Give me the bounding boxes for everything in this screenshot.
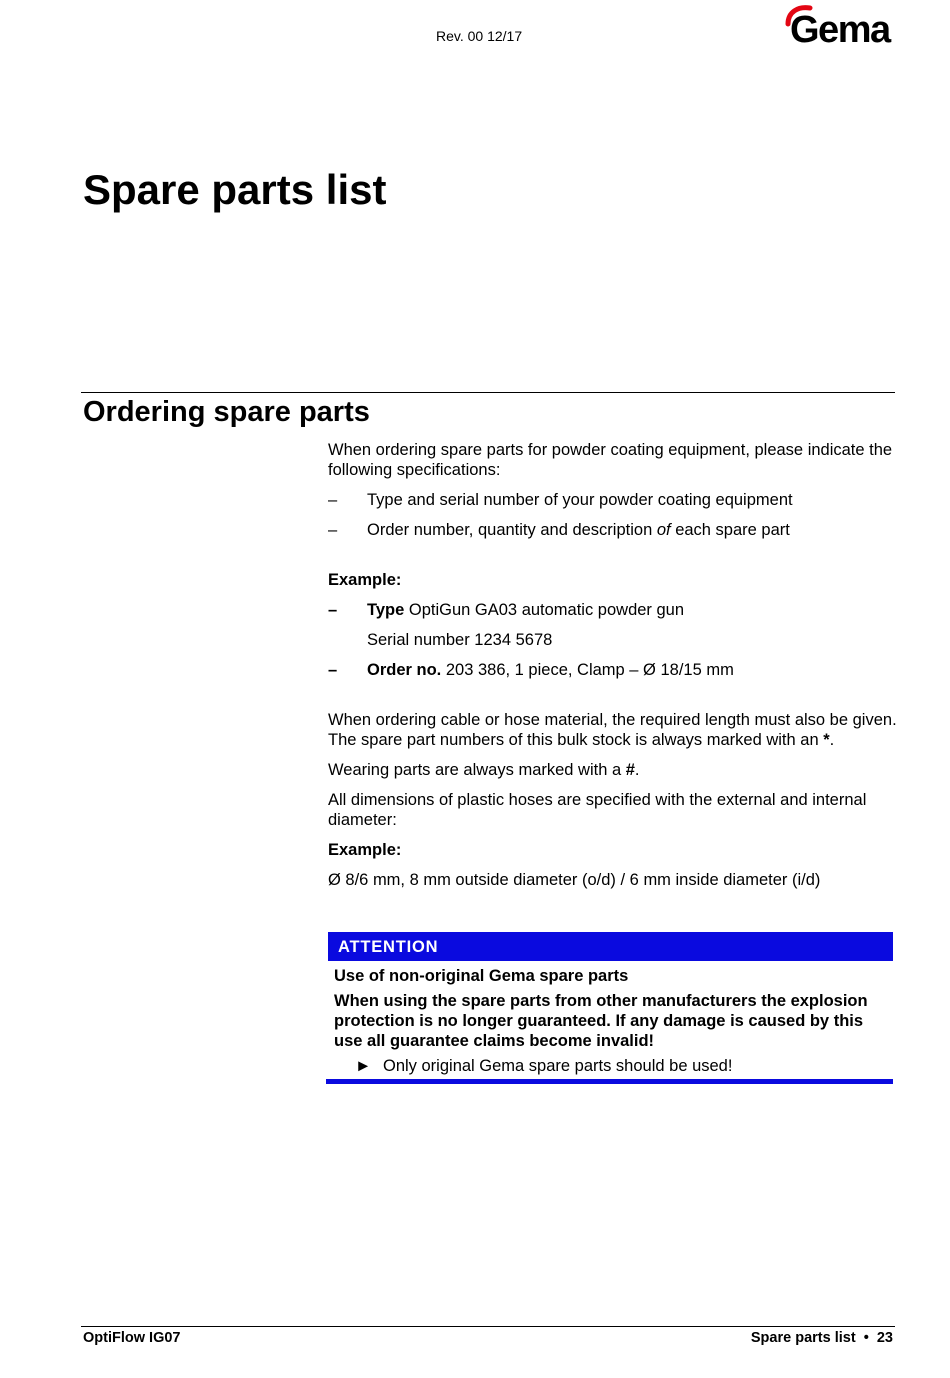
attention-warning: When using the spare parts from other manufacturers the explosion protection is no longer guaranteed. If any damage is caused by this use all guarantee claims become invalid! [334, 992, 868, 1050]
section-heading: Ordering spare parts [83, 396, 370, 428]
list-text-post: each spare part [670, 521, 790, 539]
attention-bottom-rule [326, 1079, 893, 1084]
page-title: Spare parts list [83, 166, 387, 213]
example-rest: 203 386, 1 piece, Clamp – Ø 18/15 mm [441, 661, 734, 679]
wearing-part-mark: # [625, 761, 635, 779]
list-dash: – [328, 661, 338, 679]
section-body [328, 440, 898, 890]
instruction-text: Only original Gema spare parts should be used! [383, 1057, 733, 1075]
list-text [367, 520, 790, 540]
example-text [367, 660, 734, 680]
list-text: Type and serial number of your powder coating equipment [367, 491, 793, 509]
list-item [328, 520, 898, 540]
list-dash: – [328, 601, 338, 619]
list-item [328, 490, 898, 510]
list-text-pre: Order number, quantity and description [367, 521, 657, 539]
dimensions-paragraph: All dimensions of plastic hoses are specified with the external and internal diameter: [328, 791, 867, 829]
footer-product: OptiFlow IG07 [83, 1330, 181, 1346]
list-dash: – [328, 491, 338, 509]
attention-body [334, 966, 889, 1076]
example-bold: Order no. [367, 661, 442, 679]
logo-wordmark: Gema [790, 9, 890, 48]
example-rest: OptiGun GA03 automatic powder gun [404, 601, 685, 619]
section-divider [81, 392, 895, 393]
attention-subtitle: Use of non-original Gema spare parts [334, 967, 629, 985]
example-bold: Type [367, 601, 405, 619]
cable-note-paragraph: When ordering cable or hose material, the required length must also be given. The spare part numbers of this bulk stock is always marked with an *. [328, 711, 897, 749]
example-item [328, 600, 898, 620]
wearing-parts-paragraph: Wearing parts are always marked with a #. [328, 761, 640, 779]
attention-label: ATTENTION [338, 938, 439, 956]
list-text-italic: of [656, 521, 671, 539]
page-number: 23 [876, 1330, 893, 1346]
example-item [328, 660, 898, 680]
gema-logo-icon [784, 4, 896, 48]
example-label: Example: [328, 571, 402, 589]
bulk-stock-mark: * [823, 731, 830, 749]
attention-instruction [334, 1056, 889, 1076]
example-text [367, 600, 684, 620]
footer-divider [81, 1326, 895, 1327]
example-label: Example: [328, 841, 402, 859]
footer-separator: • [863, 1330, 869, 1346]
serial-number-line: Serial number 1234 5678 [367, 631, 553, 649]
footer-section: Spare parts list [750, 1330, 856, 1346]
gema-logo [784, 4, 896, 48]
list-dash: – [328, 521, 338, 539]
arrow-right-icon: ► [355, 1057, 372, 1075]
revision-label: Rev. 00 12/17 [436, 28, 523, 44]
footer-page-info [751, 1330, 893, 1346]
diameter-example: Ø 8/6 mm, 8 mm outside diameter (o/d) / 6 mm inside diameter (i/d) [328, 871, 821, 889]
intro-paragraph: When ordering spare parts for powder coating equipment, please indicate the following specifications: [328, 441, 893, 479]
